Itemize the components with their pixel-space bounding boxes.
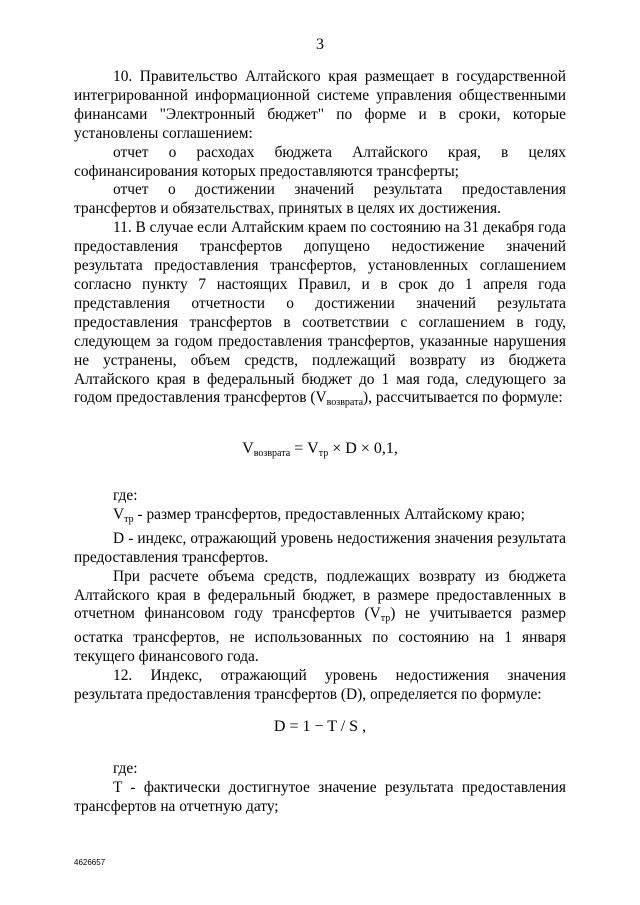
formula-rest: × D × 0,1, <box>328 440 398 457</box>
definition-vtr-symbol: V <box>113 505 125 523</box>
definition-t: T - фактически достигнутое значение результата предоставления трансфертов на отчетную дату; <box>74 778 566 815</box>
body-text-definitions <box>74 487 566 705</box>
body-text-bottom <box>74 760 566 817</box>
paragraph-11 <box>74 219 566 413</box>
formula-index-d: D = 1 − T / S , <box>273 718 367 735</box>
paragraph-calculation-subscript: тр <box>380 613 391 625</box>
paragraph-10-item-b: отчет о достижении значений результата предоставления трансфертов и обязательствах, принятых в целях их достижения. <box>74 181 566 218</box>
formula-return-volume <box>74 440 566 464</box>
paragraph-10-item-a: отчет о расходах бюджета Алтайского края, в целях софинансирования которых предоставляются трансферты; <box>74 143 566 180</box>
where-label-1: где: <box>113 487 138 504</box>
formula-v-subscript: возврата <box>253 448 291 459</box>
definition-vtr-subscript: тр <box>124 513 134 525</box>
formula-eq: = V <box>290 440 319 457</box>
paragraph-11-text: 11. В случае если Алтайским краем по состоянию на 31 декабря года предоставления трансфертов допущено недостижение значений результата предоставления трансфертов, установленных соглашением согласно пункту 7 настоящих Правил, и в срок до 1 апреля года представления отчетности о достижении значений результата предоставления трансфертов в соответствии с соглашением в году, следующем за годом предоставления трансфертов, указанные нарушения не устранены, объем средств, подлежащий возврату из бюджета Алтайского края в федеральный бюджет до 1 мая года, следующего за годом предоставления трансфертов (V <box>74 219 566 407</box>
where-label-2: где: <box>113 760 138 777</box>
paragraph-calculation-end: ) не учитывается размер остатка трансфертов, не использованных по состоянию на 1 января текущего финансового года. <box>74 605 566 666</box>
paragraph-calculation-text: При расчете объема средств, подлежащих возврату из бюджета Алтайского края в федеральный бюджет, в размере предоставленных в отчетном финансовом году трансфертов (V <box>74 567 566 623</box>
definition-vtr <box>74 506 566 530</box>
formula-v: V <box>242 440 254 457</box>
definition-vtr-text: - размер трансфертов, предоставленных Алтайскому краю; <box>133 505 525 523</box>
formula-vtr-subscript: тр <box>318 448 329 459</box>
page-number: 3 <box>316 36 324 53</box>
definition-d: D - индекс, отражающий уровень недостижения значения результата предоставления трансфертов. <box>74 529 566 566</box>
paragraph-11-subscript: возврата <box>326 397 364 409</box>
paragraph-12: 12. Индекс, отражающий уровень недостижения значения результата предоставления трансфертов (D), определяется по формуле: <box>74 667 566 704</box>
paragraph-10: 10. Правительство Алтайского края размещает в государственной интегрированной информационной системе управления общественными финансами "Электронный бюджет" по форме и в сроки, которые установлены соглашением: <box>74 68 566 142</box>
body-text-top <box>74 68 566 413</box>
paragraph-calculation <box>74 568 566 668</box>
document-id: 4626657 <box>74 858 106 867</box>
paragraph-11-end: ), рассчитывается по формуле: <box>363 389 563 407</box>
